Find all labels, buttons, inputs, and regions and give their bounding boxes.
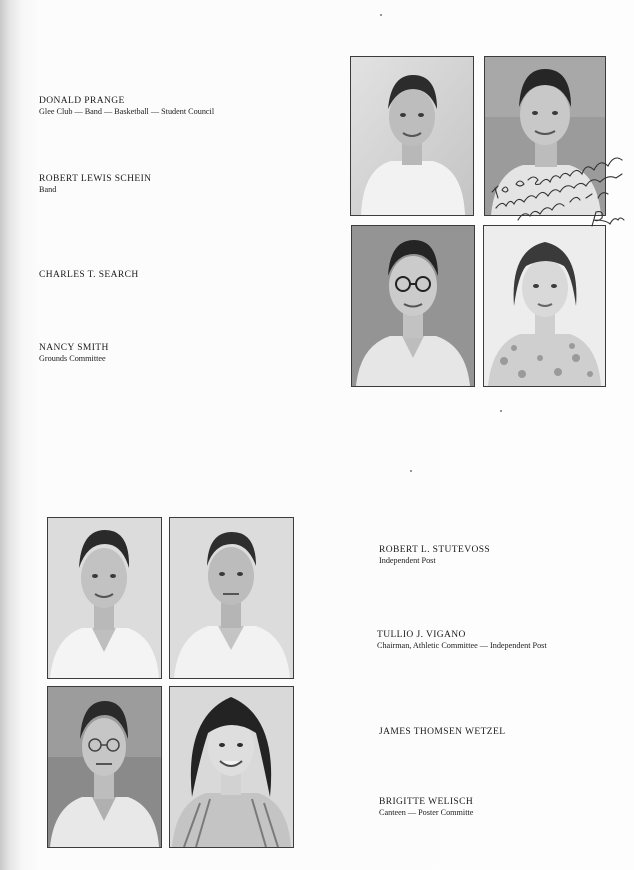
student-activities: Band <box>39 184 57 194</box>
entry-charles-search <box>39 270 139 281</box>
student-name: DONALD PRANGE <box>39 96 125 106</box>
student-activities: Chairman, Athletic Committee — Independent Post <box>377 640 547 650</box>
portrait-photo-smith <box>483 225 606 387</box>
portrait-photo-stutevoss <box>47 517 162 679</box>
entry-robert-schein <box>39 174 151 194</box>
student-activities: Glee Club — Band — Basketball — Student Council <box>39 106 215 116</box>
student-name: ROBERT L. STUTEVOSS <box>379 545 491 555</box>
portrait-photo-prange <box>350 56 474 216</box>
student-name: ROBERT LEWIS SCHEIN <box>39 174 152 184</box>
entry-donald-prange <box>39 96 214 116</box>
student-name: TULLIO J. VIGANO <box>377 630 466 640</box>
entry-brigitte-welisch <box>379 797 473 817</box>
entry-nancy-smith <box>39 343 109 363</box>
student-activities: Canteen — Poster Committe <box>379 807 474 817</box>
portrait-photo-schein <box>484 56 606 216</box>
paper-speck <box>380 14 382 16</box>
student-name: CHARLES T. SEARCH <box>39 270 139 280</box>
portrait-photo-vigano <box>169 517 294 679</box>
student-name: JAMES THOMSEN WETZEL <box>379 727 506 737</box>
student-activities: Grounds Committee <box>39 353 106 363</box>
student-activities: Independent Post <box>379 555 436 565</box>
portrait-photo-welisch <box>169 686 294 848</box>
student-name: BRIGITTE WELISCH <box>379 797 474 807</box>
portrait-photo-wetzel <box>47 686 162 848</box>
portrait-photo-search <box>351 225 475 387</box>
paper-speck <box>410 470 412 472</box>
entry-robert-stutevoss <box>379 545 490 565</box>
paper-speck <box>500 410 502 412</box>
entry-james-wetzel <box>379 727 505 738</box>
entry-tullio-vigano <box>377 630 547 650</box>
student-name: NANCY SMITH <box>39 343 109 353</box>
